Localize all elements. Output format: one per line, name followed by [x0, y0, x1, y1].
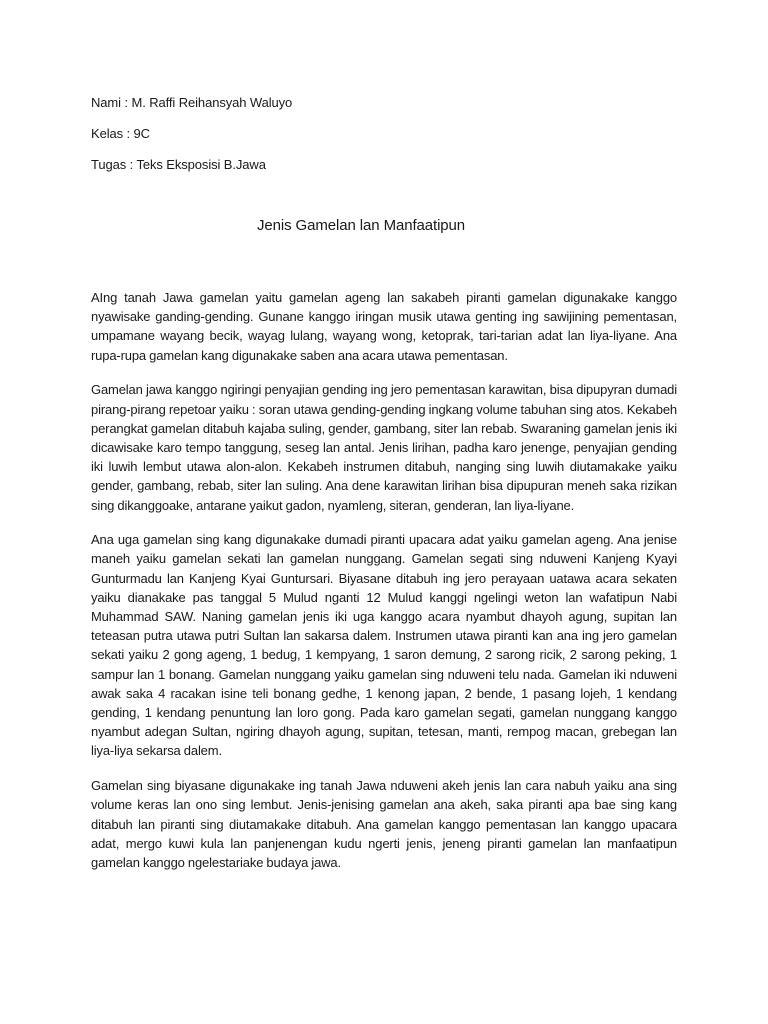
document-body [91, 288, 677, 888]
document-title: Jenis Gamelan lan Manfaatipun [256, 217, 466, 234]
task-line: Tugas : Teks Eksposisi B.Jawa [91, 157, 266, 172]
paragraph-2: Gamelan jawa kanggo ngiringi penyajian gending ing jero pementasan karawitan, bisa dipupyran dumadi pirang-pirang repetoar yaiku : soran utawa gending-gending ingkang volume tabuhan sing atos. Kekabeh perangkat gamelan ditabuh kajaba suling, gender, gambang, siter lan rebab. Swaraning gamelan jenis iki dicawisake karo tempo tanggung, seseg lan antal. Jenis lirihan, padha karo jenenge, penyajian gending iki luwih lembut utawa alon-alon. Kekabeh instrumen ditabuh, nanging sing luwih diutamakake yaiku gender, gambang, rebab, siter lan suling. Ana dene karawitan lirihan bisa dipupuran meneh saka rizikan sing dikanggoake, antarane yaikut gadon, nyamleng, siteran, genderan, lan liya-liyane. [91, 382, 677, 513]
paragraph-4: Gamelan sing biyasane digunakake ing tanah Jawa nduweni akeh jenis lan cara nabuh yaiku ana sing volume keras lan ono sing lembut. Jenis-jenising gamelan ana akeh, saka piranti apa bae sing kang ditabuh lan piranti sing diutamakake ditabuh. Ana gamelan kanggo pementasan lan kanggo upacara adat, mergo kuwi kula lan panjenengan kudu ngerti jenis, jeneng piranti gamelan lan manfaatipun gamelan kanggo ngelestariake budaya jawa. [91, 778, 677, 870]
student-name-line: Nami : M. Raffi Reihansyah Waluyo [91, 95, 293, 110]
class-line: Kelas : 9C [91, 126, 150, 141]
paragraph-3: Ana uga gamelan sing kang digunakake dumadi piranti upacara adat yaiku gamelan ageng. Ana jenise maneh yaiku gamelan sekati lan gamelan nunggang. Gamelan segati sing nduweni Kanjeng Kyayi Gunturmadu lan Kanjeng Kyai Guntursari. Biyasane ditabuh ing jero perayaan uatawa acara sekaten yaiku dianakake pas tanggal 5 Mulud nganti 12 Mulud kanggi ngelingi weton lan wafatipun Nabi Muhammad SAW. Naning gamelan jenis iki uga kanggo acara nyambut dhayoh agung, supitan lan teteasan putra utawa putri Sultan lan sakarsa dalem. Instrumen utawa piranti kan ana ing jero gamelan sekati yaiku 2 gong ageng, 1 bedug, 1 kempyang, 1 saron demung, 2 sarong ricik, 2 sarong peking, 1 sampur lan 1 bonang. Gamelan nunggang yaiku gamelan sing nduweni telu nada. Gamelan iki nduweni awak saka 4 racakan isine teli bonang gedhe, 1 kenong japan, 2 bende, 1 pasang lojeh, 1 kendang gending, 1 kendang penuntung lan loro gong. Pada karo gamelan segati, gamelan nunggang kanggo nyambut adegan Sultan, ngiring dhayoh agung, supitan, tetesan, manti, rempog macan, grebegan lan liya-liya sekarsa dalem. [91, 532, 677, 759]
paragraph-1: AIng tanah Jawa gamelan yaitu gamelan ageng lan sakabeh piranti gamelan digunakake kanggo nyawisake ganding-gending. Gunane kanggo iringan musik utawa genting ing sawijining pementasan, umpamane wayang becik, wayag lulang, wayang wong, ketoprak, tari-tarian adat lan liya-liyane. Ana rupa-rupa gamelan kang digunakake saben ana acara utawa pementasan. [91, 290, 677, 363]
